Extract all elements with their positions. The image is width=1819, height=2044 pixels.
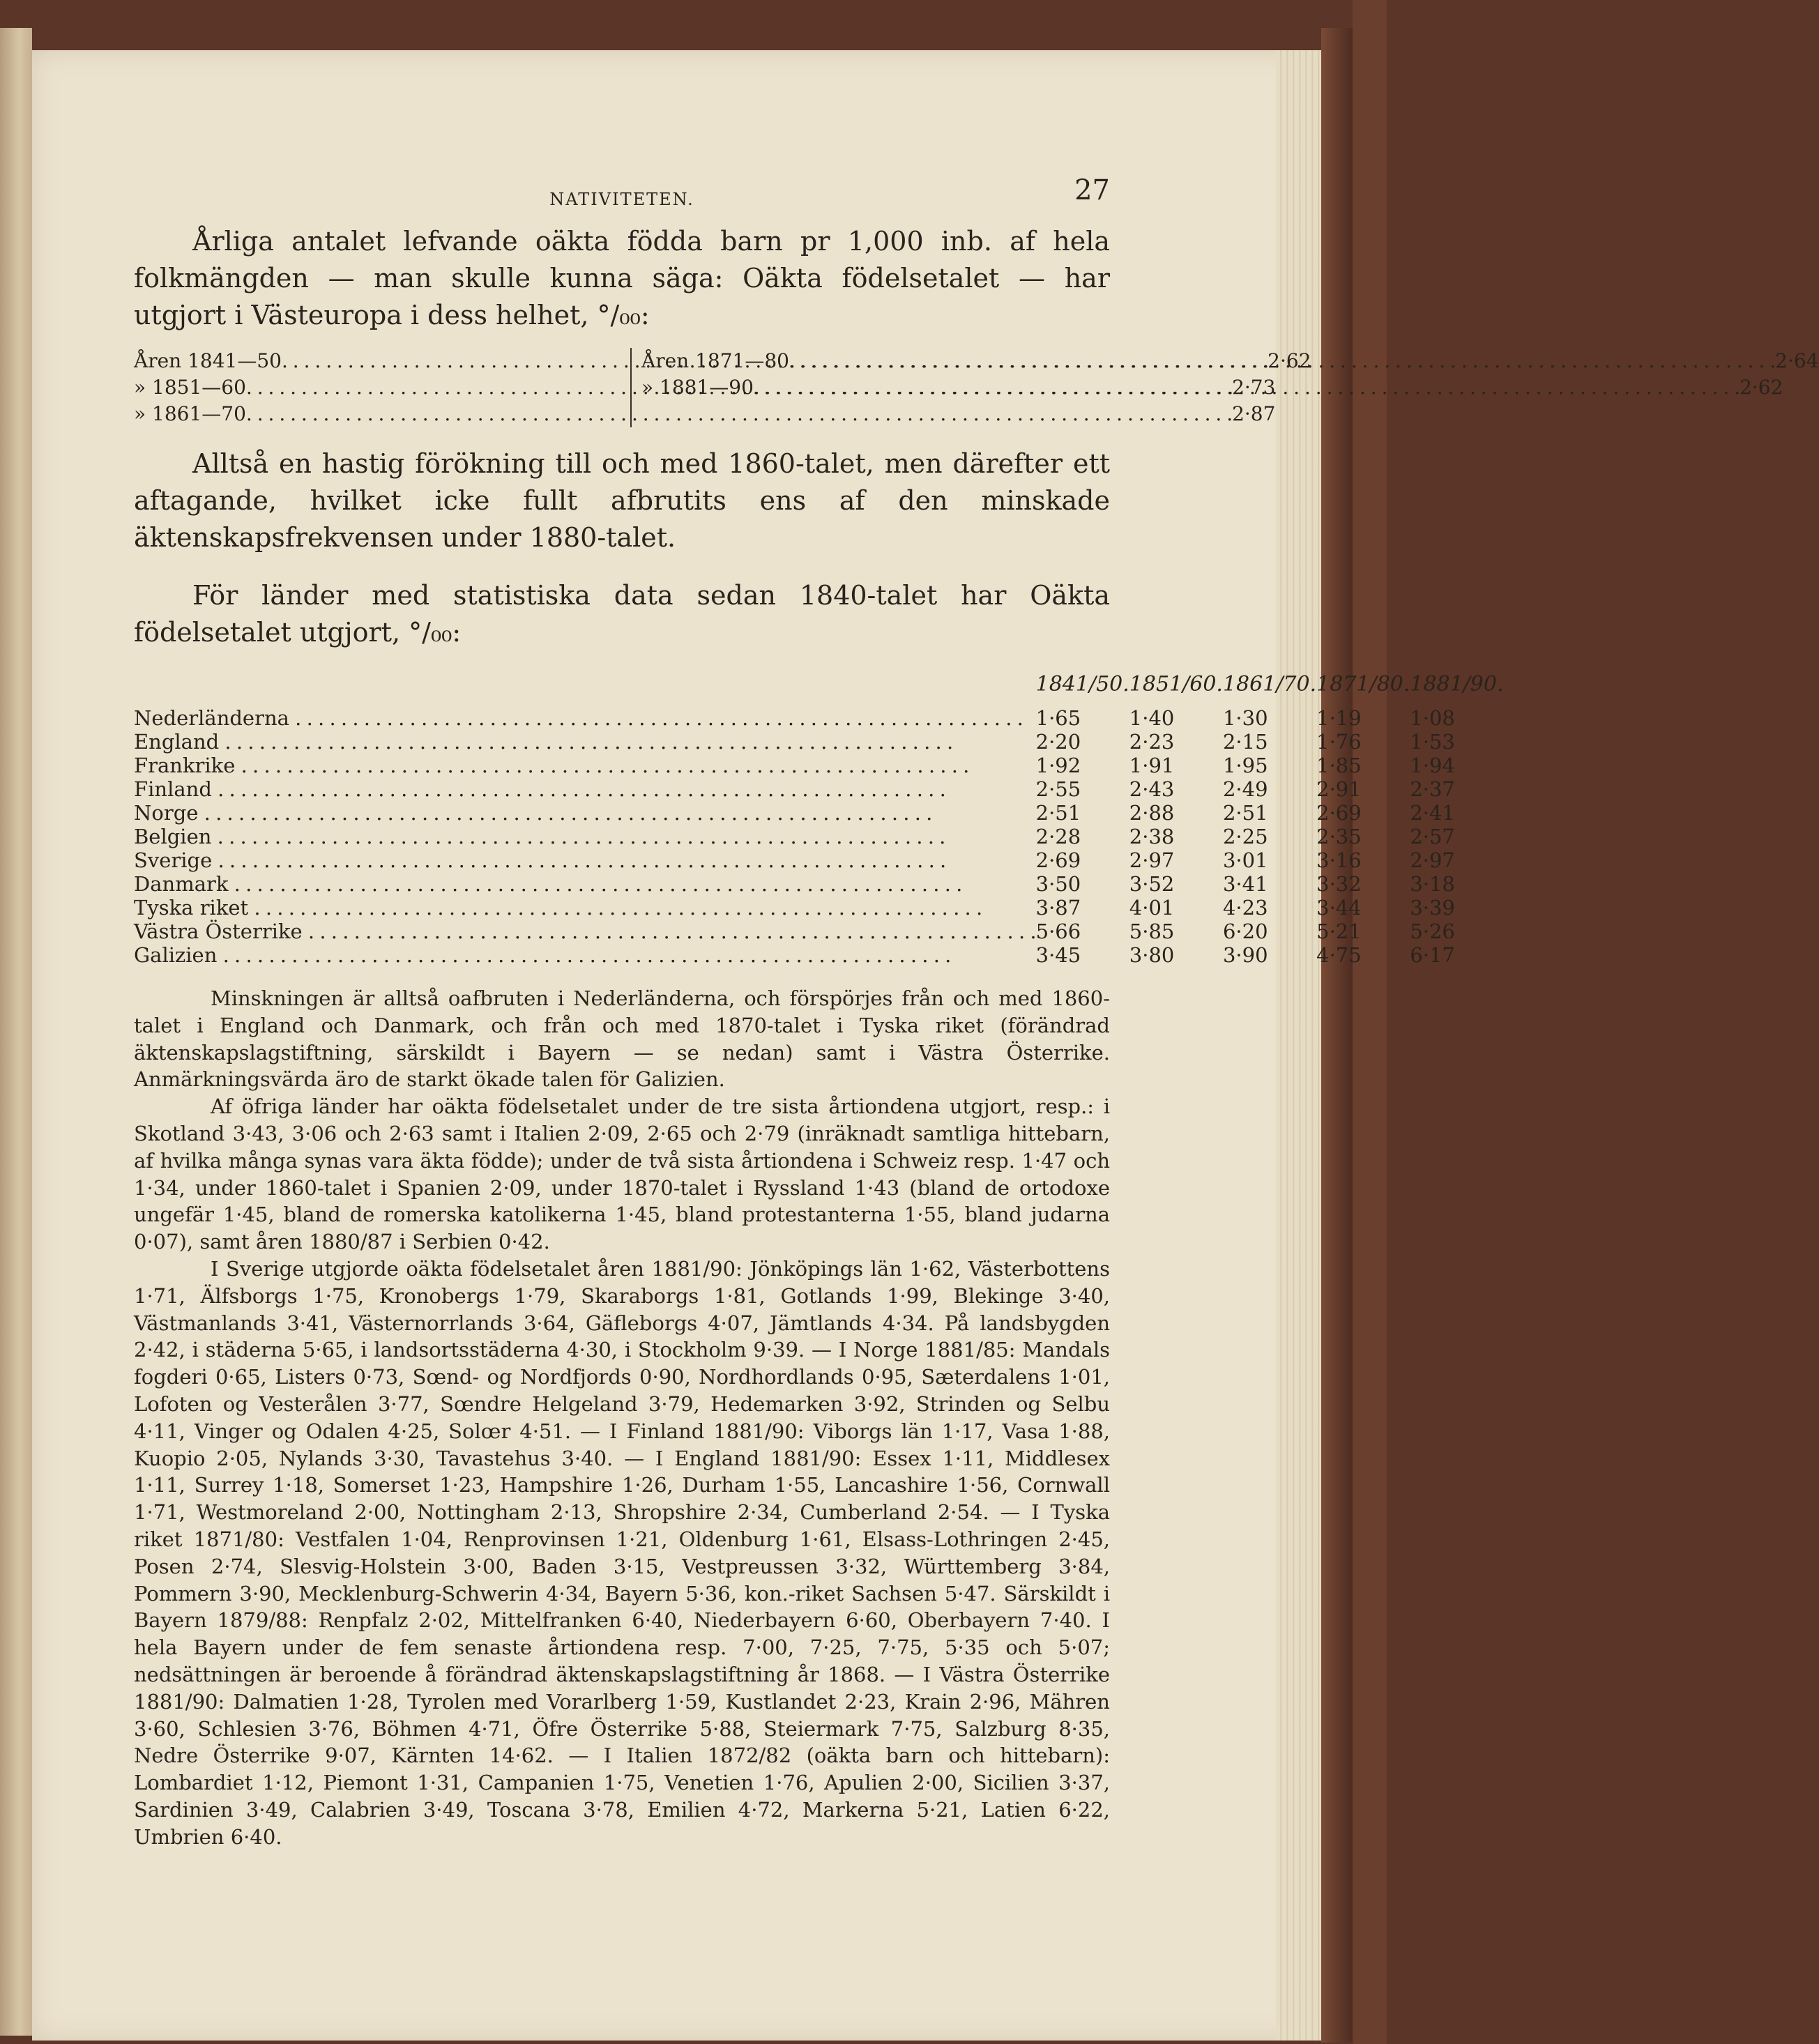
decade-rates [134,348,1819,427]
book-cover [1353,0,1387,2044]
decade-row: Åren 1871—80 . . . 2·64 [641,348,1074,374]
column-header: 1881/90. [1410,672,1504,696]
table-row: Västra Österrike . . . 5·66 5·85 6·20 5·21 5·26 [134,920,1503,943]
decade-row: » 1861—70 . . . 2·87 [134,401,622,427]
decade-row: Åren 1841—50 . . . 2·62 [134,348,622,374]
country-name: Tyska riket [134,896,249,920]
column-header: 1871/80. [1316,672,1410,696]
table-row: Danmark . . . 3·50 3·52 3·41 3·32 3·18 [134,872,1503,896]
country-name: England [134,730,220,754]
running-header [134,174,1110,223]
column-header: 1841/50. [1035,672,1129,696]
country-name: Frankrike [134,754,236,777]
column-header: 1851/60. [1129,672,1223,696]
notes-paragraph: I Sverige utgjorde oäkta födelsetalet åren 1881/90: Jönköpings län 1·62, Västerbottens 1·71, Älfsborgs 1·75, Kronobergs 1·79, Skaraborgs 1·81, Gotlands 1·99, Blekinge 3·40, Västmanlands 3·41, Västernorrlands 3·64, Gäfleborgs 4·07, Jämtlands 4·34. På landsbygden 2·42, i städerna 5·65, i landsortsstäderna 4·30, i Stockholm 9·39. — I Norge 1881/85: Mandals fogderi 0·65, Listers 0·73, Sœnd- og Nordfjords 0·90, Nordhordlands 0·95, Sæterdalens 1·01, Lofoten og Vesterålen 3·77, Sœndre Helgeland 3·79, Hedemarken 3·92, Strinden og Selbu 4·11, Vinger og Odalen 4·25, Solœr 4·51. — I Finland 1881/90: Viborgs län 1·17, Vasa 1·88, Kuopio 2·05, Nylands 3·30, Tavastehus 3·40. — I England 1881/90: Essex 1·11, Middlesex 1·11, Surrey 1·18, Somerset 1·23, Hampshire 1·26, Durham 1·55, Lancashire 1·56, Cornwall 1·71, Westmoreland 2·00, Nottingham 2·13, Shropshire 2·34, Cumberland 2·54. — I Tyska riket 1871/80: Vestfalen 1·04, Renprovinsen 1·21, Oldenburg 1·61, Elsass-Lothringen 2·45, Posen 2·74, Slesvig-Holstein 3·00, Baden 3·15, Vestpreussen 3·32, Württemberg 3·84, Pommern 3·90, Mecklenburg-Schwerin 4·34, Bayern 5·36, kon.-riket Sachsen 5·47. Särskildt i Bayern 1879/88: Renpfalz 2·02, Mittelfranken 6·40, Niederbayern 6·60, Oberbayern 7·40. I hela Bayern under de fem senaste årtiondena resp. 7·00, 7·25, 7·75, 5·35 och 5·07; nedsättningen är beroende å förändrad äktenskapslagstiftning år 1868. — I Västra Österrike 1881/90: Dalmatien 1·28, Tyrolen med Vorarlberg 1·59, Kustlandet 2·23, Krain 2·96, Mähren 3·60, Schlesien 3·76, Böhmen 4·71, Öfre Österrike 5·88, Steiermark 7·75, Salzburg 8·35, Nedre Österrike 9·07, Kärnten 14·62. — I Italien 1872/82 (oäkta barn och hittebarn): Lombardiet 1·12, Piemont 1·31, Campanien 1·75, Venetien 1·76, Apulien 2·00, Sicilien 3·37, Sardinien 3·49, Calabrien 3·49, Toscana 3·78, Emilien 4·72, Markerna 5·21, Latien 6·22, Umbrien 6·40. [134,1256,1110,1849]
page-number: 27 [1074,174,1110,206]
book-binding [1321,28,1353,2043]
page-content [134,174,1819,1851]
table-header-row [134,672,1503,706]
table-row: Frankrike . . . 1·92 1·91 1·95 1·85 1·94 [134,754,1503,777]
paragraph-intro: Årliga antalet lefvande oäkta födda barn pr 1,000 inb. af hela folkmängden — man skulle kunna säga: Oäkta födelsetalet — har utgjort i Västeuropa i dess helhet, °/₀₀: [134,226,1110,330]
table-row: Sverige . . . 2·69 2·97 3·01 3·16 2·97 [134,848,1503,872]
table-row: Norge . . . 2·51 2·88 2·51 2·69 2·41 [134,801,1503,825]
illegitimacy-table [134,672,1503,967]
country-name: Västra Österrike [134,920,303,943]
country-name: Norge [134,801,199,825]
table-row: Finland . . . 2·55 2·43 2·49 2·91 2·37 [134,777,1503,801]
country-name: Danmark [134,872,229,896]
table-row: Tyska riket . . . 3·87 4·01 4·23 3·44 3·39 [134,896,1503,920]
paragraph-increase: Alltså en hastig förökning till och med 1860-talet, men därefter ett aftagande, hvilket icke fullt afbrutits ens af den minskade äktenskapsfrekvensen under 1880-talet. [134,448,1110,553]
country-name: Belgien [134,825,212,848]
paragraph-countries: För länder med statistiska data sedan 1840-talet har Oäkta födelsetalet utgjort, °/₀₀: [134,580,1110,648]
country-name: Galizien [134,943,218,967]
notes-paragraph: Af öfriga länder har oäkta födelsetalet under de tre sista årtiondena utgjort, resp.: i Skotland 3·43, 3·06 och 2·63 samt i Italien 2·09, 2·65 och 2·79 (inräknadt samtliga hittebarn, af hvilka många synas vara äkta födde); under de två sista årtiondena i Schweiz resp. 1·47 och 1·34, under 1860-talet i Spanien 2·09, under 1870-talet i Ryssland 1·43 (bland de ortodoxe ungefär 1·45, bland de romerska katolikerna 1·45, bland protestanterna 1·55, bland judarna 0·07), samt åren 1880/87 i Serbien 0·42. [134,1095,1110,1254]
column-header: 1861/70. [1222,672,1317,696]
table-row: England . . . 2·20 2·23 2·15 1·76 1·53 [134,730,1503,754]
country-name: Nederländerna [134,706,289,730]
left-page-edge [0,28,32,2036]
table-row: Belgien . . . 2·28 2·38 2·25 2·35 2·57 [134,825,1503,848]
table-row: Nederländerna . . . 1·65 1·40 1·30 1·19 1·08 [134,706,1503,730]
notes-section [134,985,1110,1851]
decade-row: » 1881—90 . . . 2·62 [641,374,1074,401]
country-name: Sverige [134,848,213,872]
running-head-title: NATIVITETEN. [549,190,694,209]
notes-paragraph: Minskningen är alltså oafbruten i Nederländerna, och förspörjes från och med 1860-talet i England och Danmark, och från och med 1870-talet i Tyska riket (förändrad äktenskapslagstiftning, särskildt i Bayern — se nedan) samt i Västra Österrike. Anmärkningsvärda äro de starkt ökade talen för Galizien. [134,986,1110,1092]
decade-row: » 1851—60 . . . 2·73 [134,374,622,401]
table-row: Galizien . . . 3·45 3·80 3·90 4·75 6·17 [134,943,1503,967]
country-name: Finland [134,777,212,801]
